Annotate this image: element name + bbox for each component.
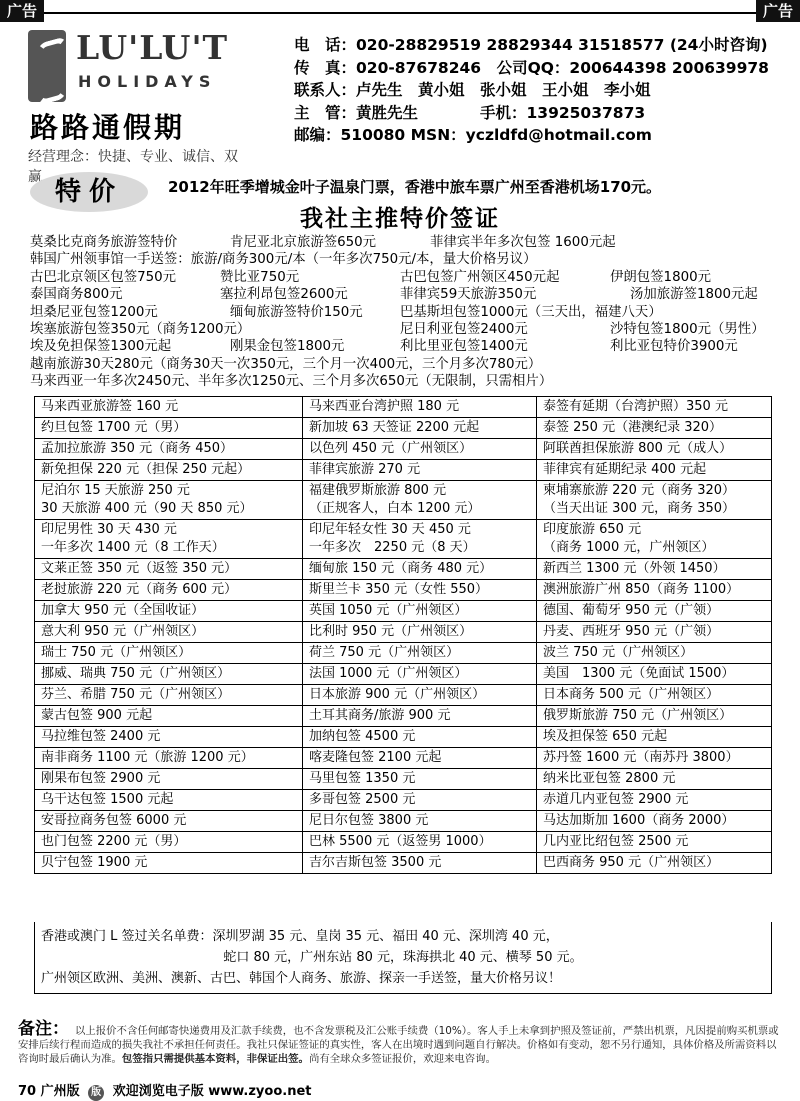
table-cell: 日本旅游 900 元（广州领区） — [303, 685, 537, 706]
table-cell: 菲律宾有延期纪录 400 元起 — [537, 460, 772, 481]
table-cell: 波兰 750 元（广州领区） — [537, 643, 772, 664]
table-cell: 俄罗斯旅游 750 元（广州领区） — [537, 706, 772, 727]
page-number: 70 — [18, 1084, 37, 1099]
special-text: 2012年旺季增城金叶子温泉门票，香港中旅车票广州至香港机场170元。 — [168, 178, 662, 196]
table-cell: 安哥拉商务包签 6000 元 — [35, 811, 303, 832]
table-cell: 泰签 250 元（港澳纪录 320） — [537, 418, 772, 439]
logo-s-icon — [28, 30, 66, 102]
table-cell: 孟加拉旅游 350 元（商务 450） — [35, 439, 303, 460]
table-cell: 老挝旅游 220 元（商务 600 元） — [35, 580, 303, 601]
table-row — [35, 685, 772, 706]
table-cell: 赤道几内亚包签 2900 元 — [537, 790, 772, 811]
table-cell: 挪威、瑞典 750 元（广州领区） — [35, 664, 303, 685]
table-cell: 几内亚比绍包签 2500 元 — [537, 832, 772, 853]
table-cell: 法国 1000 元（广州领区） — [303, 664, 537, 685]
special-visa-item: 缅甸旅游签特价150元 — [230, 304, 363, 320]
special-visa-item: 汤加旅游签1800元起 — [630, 287, 758, 303]
page-footer — [18, 1080, 312, 1101]
table-row — [35, 520, 772, 559]
company-motto: 经营理念：快捷、专业、诚信、双赢 — [28, 149, 238, 185]
special-visa-row — [30, 321, 780, 338]
table-cell: 英国 1050 元（广州领区） — [303, 601, 537, 622]
special-visa-row — [30, 356, 780, 373]
special-visa-row — [30, 251, 780, 268]
logo-chinese-name: 路路通假期 — [30, 111, 186, 144]
table-row — [35, 664, 772, 685]
table-row — [35, 727, 772, 748]
table-cell: 意大利 950 元（广州领区） — [35, 622, 303, 643]
special-visa-item: 埃及免担保签1300元起 — [30, 339, 172, 355]
table-cell: 澳洲旅游广州 850（商务 1100） — [537, 580, 772, 601]
special-visa-item: 尼日利亚包签2400元 — [400, 321, 528, 337]
table-row — [35, 481, 772, 520]
table-cell: 斯里兰卡 350 元（女性 550） — [303, 580, 537, 601]
special-visa-row — [30, 338, 780, 355]
special-visa-item: 韩国广州领事馆一手送签：旅游/商务300元/本（一年多次750元/本，量大价格另议） — [30, 252, 537, 268]
table-cell: 多哥包签 2500 元 — [303, 790, 537, 811]
table-cell: 菲律宾旅游 270 元 — [303, 460, 537, 481]
main-title: 我社主推特价签证 — [300, 206, 500, 232]
table-cell: 纳米比亚包签 2800 元 — [537, 769, 772, 790]
special-visa-row — [30, 269, 780, 286]
table-cell: 巴林 5500 元（返签男 1000） — [303, 832, 537, 853]
remarks — [18, 1019, 784, 1066]
table-row — [35, 748, 772, 769]
table-row — [35, 706, 772, 727]
special-visa-item: 古巴包签广州领区450元起 — [400, 269, 560, 285]
table-cell: 阿联酋担保旅游 800 元（成人） — [537, 439, 772, 460]
table-cell: 吉尔吉斯包签 3500 元 — [303, 853, 537, 874]
special-visa-item: 塞拉利昂包签2600元 — [220, 287, 348, 303]
table-cell: 芬兰、希腊 750 元（广州领区） — [35, 685, 303, 706]
edition-badge-icon: 版 — [88, 1085, 104, 1101]
remarks-bold: 包签指只需提供基本资料，非保证出签。 — [121, 1053, 309, 1065]
ad-tag-right: 广告 — [756, 0, 800, 22]
table-row — [35, 769, 772, 790]
remarks-tail: 尚有全球众多签证报价，欢迎来电咨询。 — [308, 1053, 496, 1065]
special-visa-item: 坦桑尼亚包签1200元 — [30, 304, 158, 320]
edition: 广州版 — [40, 1084, 80, 1099]
table-cell: 文莱正签 350 元（返签 350 元） — [35, 559, 303, 580]
footer-slogan: 欢迎浏览电子版 www.zyoo.net — [112, 1084, 312, 1099]
contact-block — [294, 34, 769, 147]
table-cell: 加拿大 950 元（全国收证） — [35, 601, 303, 622]
special-visa-row — [30, 373, 780, 390]
hk-line-3: 广州领区欧洲、美洲、澳新、古巴、韩国个人商务、旅游、探亲一手送签，量大价格另议！ — [41, 971, 562, 986]
table-cell: 泰签有延期（台湾护照）350 元 — [537, 397, 772, 418]
table-cell: 美国 1300 元（免面试 1500） — [537, 664, 772, 685]
table-cell: 贝宁包签 1900 元 — [35, 853, 303, 874]
ad-tag-left: 广告 — [0, 0, 44, 22]
table-cell: 丹麦、西班牙 950 元（广领） — [537, 622, 772, 643]
special-visa-item: 古巴北京领区包签750元 — [30, 269, 177, 285]
special-visa-item: 巴基斯坦包签1000元（三天出，福建八天） — [400, 304, 662, 320]
special-visa-item: 莫桑比克商务旅游签特价 — [30, 235, 178, 250]
top-divider — [44, 12, 756, 14]
table-cell: 印度旅游 650 元 （商务 1000 元，广州领区） — [537, 520, 772, 559]
remarks-text: 以上报价不含任何邮寄快递费用及汇款手续费，也不含发票税及汇公账手续费（10%）。客人手上未拿到护照及签证前，严禁出机票，凡因提前购买机票或安排后续行程而造成的损失我社不承担任何责任。我社只保证签证的真实性，客人在出境时遇到问题自行解决。价格如有变动，恕不另行通知，具体价格及所需资料以咨询时最后确认为准。 — [18, 1025, 779, 1065]
special-badge: 特价 — [30, 172, 148, 212]
table-cell: 马达加斯加 1600（商务 2000） — [537, 811, 772, 832]
table-row — [35, 622, 772, 643]
special-visa-item: 马来西亚一年多次2450元、半年多次1250元、三个月多次650元（无限制，只需相片） — [30, 374, 553, 390]
table-cell: 巴西商务 950 元（广州领区） — [537, 853, 772, 874]
table-cell: 喀麦隆包签 2100 元起 — [303, 748, 537, 769]
table-row — [35, 832, 772, 853]
table-cell: 缅甸旅 150 元（商务 480 元） — [303, 559, 537, 580]
table-cell: 马里包签 1350 元 — [303, 769, 537, 790]
special-visa-list — [30, 234, 780, 391]
table-cell: 尼日尔包签 3800 元 — [303, 811, 537, 832]
table-cell: 马拉维包签 2400 元 — [35, 727, 303, 748]
table-cell: 印尼男性 30 天 430 元 一年多次 1400 元（8 工作天） — [35, 520, 303, 559]
special-visa-item: 利比里亚包签1400元 — [400, 339, 528, 355]
table-row — [35, 460, 772, 481]
special-visa-item: 赞比亚750元 — [220, 269, 300, 285]
table-cell: 约旦包签 1700 元（男） — [35, 418, 303, 439]
table-row — [35, 790, 772, 811]
table-cell: 比利时 950 元（广州领区） — [303, 622, 537, 643]
special-visa-item: 刚果金包签1800元 — [230, 339, 345, 355]
special-visa-row — [30, 234, 780, 251]
special-visa-item: 利比亚包特价3900元 — [610, 339, 738, 355]
table-row — [35, 643, 772, 664]
table-cell: 印尼年轻女性 30 天 450 元 一年多次 2250 元（8 天） — [303, 520, 537, 559]
contact-persons: 联系人：卢先生 黄小姐 张小姐 王小姐 李小姐 — [294, 81, 651, 99]
contact-fax: 传 真：020-87678246 公司QQ：200644398 200639978 — [294, 58, 769, 77]
special-visa-item: 埃塞旅游包签350元（商务1200元） — [30, 321, 251, 337]
hk-line-1: 香港或澳门 L 签过关名单费：深圳罗湖 35 元、皇岗 35 元、福田 40 元、深圳湾 40 元， — [41, 929, 559, 944]
remarks-label: 备注： — [18, 1019, 69, 1039]
table-cell: 马来西亚旅游签 160 元 — [35, 397, 303, 418]
table-row — [35, 439, 772, 460]
contact-manager: 主 管：黄胜先生 手机：13925037873 — [294, 103, 646, 122]
table-cell: 马来西亚台湾护照 180 元 — [303, 397, 537, 418]
table-cell: 荷兰 750 元（广州领区） — [303, 643, 537, 664]
contact-phone: 电 话：020-28829519 28829344 31518577 (24小时咨询) — [294, 36, 768, 54]
table-row — [35, 601, 772, 622]
hk-line-2: 蛇口 80 元，广州东站 80 元，珠海拱北 40 元、横琴 50 元。 — [223, 950, 583, 965]
special-visa-item: 越南旅游30天280元（商务30天一次350元，三个月一次400元，三个月多次780元） — [30, 356, 542, 372]
table-cell: 瑞士 750 元（广州领区） — [35, 643, 303, 664]
table-cell: 苏丹签 1600 元（南苏丹 3800） — [537, 748, 772, 769]
special-visa-item: 泰国商务800元 — [30, 287, 123, 303]
table-row — [35, 853, 772, 874]
contact-email: 邮编：510080 MSN：yczldfd@hotmail.com — [294, 126, 652, 144]
table-cell: 南非商务 1100 元（旅游 1200 元） — [35, 748, 303, 769]
table-cell: 新免担保 220 元（担保 250 元起） — [35, 460, 303, 481]
table-row — [35, 580, 772, 601]
special-visa-item: 肯尼亚北京旅游签650元 — [230, 235, 377, 250]
special-visa-row — [30, 304, 780, 321]
table-cell: 日本商务 500 元（广州领区） — [537, 685, 772, 706]
special-visa-item: 沙特包签1800元（男性） — [610, 321, 765, 337]
special-visa-item: 菲律宾半年多次包签 1600元起 — [430, 235, 616, 250]
table-cell: 柬埔寨旅游 220 元（商务 320） （当天出证 300 元，商务 350） — [537, 481, 772, 520]
table-cell: 埃及担保签 650 元起 — [537, 727, 772, 748]
table-cell: 德国、葡萄牙 950 元（广领） — [537, 601, 772, 622]
table-row — [35, 397, 772, 418]
table-cell: 新加坡 63 天签证 2200 元起 — [303, 418, 537, 439]
table-row — [35, 559, 772, 580]
table-cell: 也门包签 2200 元（男） — [35, 832, 303, 853]
table-cell: 加纳包签 4500 元 — [303, 727, 537, 748]
table-cell: 乌干达包签 1500 元起 — [35, 790, 303, 811]
table-cell: 福建俄罗斯旅游 800 元 （正规客人，白本 1200 元） — [303, 481, 537, 520]
table-cell: 刚果布包签 2900 元 — [35, 769, 303, 790]
table-row — [35, 811, 772, 832]
hk-macau-note — [34, 922, 772, 994]
table-row — [35, 418, 772, 439]
table-cell: 土耳其商务/旅游 900 元 — [303, 706, 537, 727]
table-cell: 蒙古包签 900 元起 — [35, 706, 303, 727]
special-visa-row — [30, 286, 780, 303]
logo-holidays: HOLIDAYS — [78, 72, 217, 91]
table-cell: 尼泊尔 15 天旅游 250 元 30 天旅游 400 元（90 天 850 元） — [35, 481, 303, 520]
special-visa-item: 伊朗包签1800元 — [610, 269, 712, 285]
visa-price-table — [34, 396, 772, 874]
special-visa-item: 菲律宾59天旅游350元 — [400, 287, 537, 303]
table-cell: 以色列 450 元（广州领区） — [303, 439, 537, 460]
table-cell: 新西兰 1300 元（外领 1450） — [537, 559, 772, 580]
logo-brand: LU'LU'T — [76, 28, 229, 67]
